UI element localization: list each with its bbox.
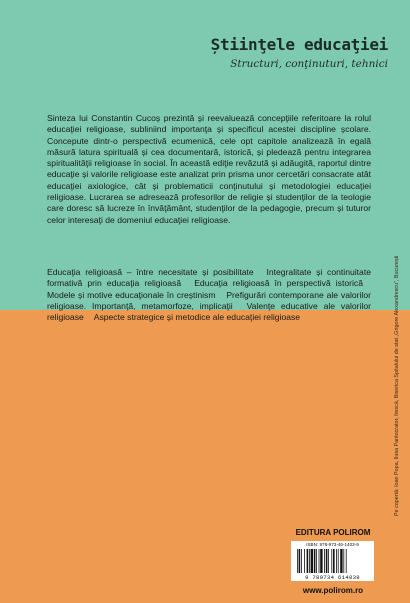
publisher-website: www.polirom.ro xyxy=(302,586,364,595)
isbn-label: ISBN: 978-973-46-1403-9 xyxy=(306,542,359,547)
isbn-barcode xyxy=(291,541,374,581)
chapter-item: Educaţia religioasă în perspectivă istorică xyxy=(194,278,363,289)
series-subtitle: Structuri, conţinuturi, tehnici xyxy=(230,58,388,70)
isbn-digits: 9 789734 614039 xyxy=(305,574,360,581)
series-title: Știinţele educaţiei xyxy=(210,35,388,54)
chapter-item: Aspecte strategice și metodice ale educaţiei religioase xyxy=(93,312,301,323)
chapter-item: Valenţe educative ale valorilor religioase xyxy=(47,300,371,323)
chapter-list xyxy=(47,267,371,323)
chapter-item: Prefigurări contemporane ale valorilor religioase. Importanţă, metamorfoze, implicaţii xyxy=(47,289,371,311)
cover-illustration-credit: Pe copertă: Ioan Popa, Ilusa Pantocrator, frescă, Biserica Spitalului de stat „Grigore Alexandrescu”, București xyxy=(394,255,400,516)
back-cover-blurb: Sinteza lui Constantin Cucoș prezintă și reevaluează concepţiile referitoare la rolul educaţiei religioase, subliniind importanţa și specificul acestei discipline școlare. Concepute dintr-o perspectivă ecumenică, cele opt capitole analizează în egală măsură latura spirituală și cea documentară, istorică, și pledează pentru integrarea spiritualităţii religioase în social. În această ediţie revăzută și adăugită, raportul dintre educaţie și valorile religioase este analizat prin prisma unor cercetări consacrate atât educaţiei axiologice, cât și problematicii conţinutului și metodologiei educaţiei religioase. Lucrarea se adresează profesorilor de religie și studenţilor de la teologie care doresc să lucreze în învăţământ, studenţilor de la pedagogie, precum și tuturor celor interesaţi de domeniul educaţiei religioase. xyxy=(47,113,371,225)
publisher-name: EDITURA POLIROM xyxy=(295,528,371,537)
chapter-item: Educaţia religioasă – între necesitate și posibilitate xyxy=(47,267,254,277)
barcode-bars xyxy=(297,549,369,573)
chapter-item: Modele și motive educaţionale în creștinism xyxy=(47,289,216,300)
chapter-item: Integralitate și continuitate formativă prin educaţia religioasă xyxy=(47,267,371,289)
